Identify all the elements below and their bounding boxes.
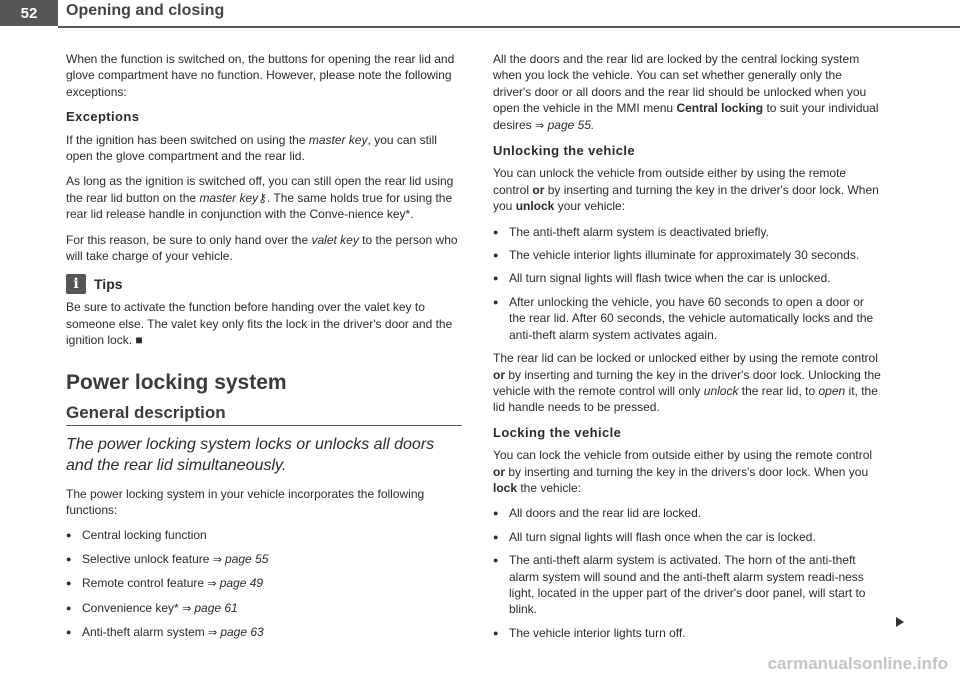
bullet-text: Anti-theft alarm system [82,624,209,639]
function-list-item [66,600,462,617]
bullet-icon: ● [493,627,499,638]
exceptions-heading: Exceptions [66,109,140,125]
bullet-text: All turn signal lights will flash twice when the car is unlocked. [509,271,831,286]
function-list-item [66,575,462,592]
tips-header [66,274,462,294]
lock-list-item [493,625,883,641]
bullet-icon: ● [493,273,499,284]
section-title: Power locking system [66,370,287,394]
unlock-list-item [493,247,883,263]
bullet-text: All turn signal lights will flash once when the car is locked. [509,529,816,544]
watermark: carmanualsonline.info [767,654,948,673]
arrow-icon: ⇒ [207,578,220,591]
bullet-icon: ● [66,553,72,564]
bullet-icon: ● [493,226,499,237]
lead-text: The power locking system locks or unlocks all doors and the rear lid simultaneously. [66,435,435,474]
arrow-icon: ⇒ [535,119,545,132]
paragraph-rear-lid-lock: The rear lid can be locked or unlocked either by using the remote control or by inserting and turning the key in the driver's door lock. Unlocking the vehicle with the remote control will only unlock the rear lid, to open it, the lid handle needs to be pressed. [493,351,881,415]
header-rule [58,26,960,28]
paragraph-locking: You can lock the vehicle from outside either by using the remote control or by inserting and turning the key in the drivers's door lock. When you lock the vehicle: [493,448,873,495]
subsection-title: General description [66,403,226,423]
tips-label: Tips [94,276,123,293]
bullet-icon: ● [66,530,72,541]
left-column [66,51,462,648]
unlock-list-item [493,270,883,286]
chapter-title: Opening and closing [66,2,225,19]
bullet-icon: ● [66,578,72,589]
bullet-text: Selective unlock feature [82,551,213,566]
bullet-icon: ● [66,626,72,637]
bullet-icon: ● [66,602,72,613]
function-list-item [66,551,462,568]
paragraph-intro: When the function is switched on, the buttons for opening the rear lid and glove compartment have no function. However, please note the following exceptions: [66,52,455,99]
unlock-list [493,224,883,343]
bullet-text: Remote control feature [82,576,208,591]
locking-heading: Locking the vehicle [493,424,622,440]
lock-list-item [493,505,883,521]
page-ref-link[interactable]: page 55. [547,117,595,132]
bullet-text: The vehicle interior lights turn off. [509,625,686,640]
arrow-icon: ⇒ [208,626,221,639]
function-list [66,527,462,641]
bullet-text: The anti-theft alarm system is activated. The horn of the anti-theft alarm system will sound and the anti-theft alarm system readi-ness light, located in the upper part of the driver's door panel, will start to blink. [509,553,866,617]
page-ref-link[interactable]: page 63 [220,624,264,639]
bullet-text: All doors and the rear lid are locked. [509,506,702,521]
page-number: 52 [0,0,58,26]
right-column [493,51,883,648]
bullet-text: Central locking function [82,528,207,543]
lock-list-item [493,529,883,545]
next-page-arrow-icon[interactable] [896,617,904,627]
paragraph-valet-key: For this reason, be sure to only hand over the valet key to the person who will take charge of your vehicle. [66,232,458,264]
bullet-text: After unlocking the vehicle, you have 60 seconds to open a door or the rear lid. After 60 seconds, the vehicle automatically locks and the anti-theft alarm system activates again. [509,294,874,342]
bullet-icon: ● [493,555,499,566]
bullet-icon: ● [493,508,499,519]
unlocking-heading: Unlocking the vehicle [493,143,636,159]
page-ref-link[interactable]: page 61 [194,600,238,615]
function-list-item [66,624,462,641]
bullet-icon: ● [493,250,499,261]
bullet-text: The anti-theft alarm system is deactivated briefly. [509,224,769,239]
paragraph-ignition: If the ignition has been switched on using the master key, you can still open the glove compartment and the rear lid. [66,132,437,164]
unlock-list-item [493,224,883,240]
paragraph-functions: The power locking system in your vehicle incorporates the following functions: [66,486,425,517]
paragraph-central-locking: All the doors and the rear lid are locked by the central locking system when you lock the vehicle. You can set whether generally only the driver's door or all doors and the rear lid should be unlocked when you open the vehicle in the MMI menu Central locking to suit your individual desires ⇒ page 55. [493,52,879,132]
unlock-list-item [493,294,883,343]
bullet-icon: ● [493,531,499,542]
subsection-rule [66,425,462,426]
lock-list [493,505,883,641]
lock-list-item [493,552,883,618]
arrow-icon: ⇒ [212,553,226,566]
key-icon: ⚷ [258,190,267,205]
paragraph-rear-lid: As long as the ignition is switched off, you can still open the rear lid using the rear lid button on the master key⚷. The same holds true for using the rear lid release handle in conjunction with the Conve-nience key*. [66,174,454,222]
info-icon: i [66,274,86,294]
bullet-text: The vehicle interior lights illuminate for approximately 30 seconds. [509,248,860,263]
bullet-icon: ● [493,296,499,307]
function-list-item [66,527,462,543]
tips-text: Be sure to activate the function before handing over the valet key to someone else. The valet key only fits the lock in the driver's door and the ignition lock. ■ [66,300,453,348]
paragraph-unlocking: You can unlock the vehicle from outside either by using the remote control or by inserting and turning the key in the driver's door lock. When you unlock your vehicle: [493,166,879,214]
page-ref-link[interactable]: page 49 [219,576,264,591]
arrow-icon: ⇒ [182,602,195,615]
bullet-text: Convenience key* [82,600,183,615]
page-ref-link[interactable]: page 55 [225,551,269,566]
